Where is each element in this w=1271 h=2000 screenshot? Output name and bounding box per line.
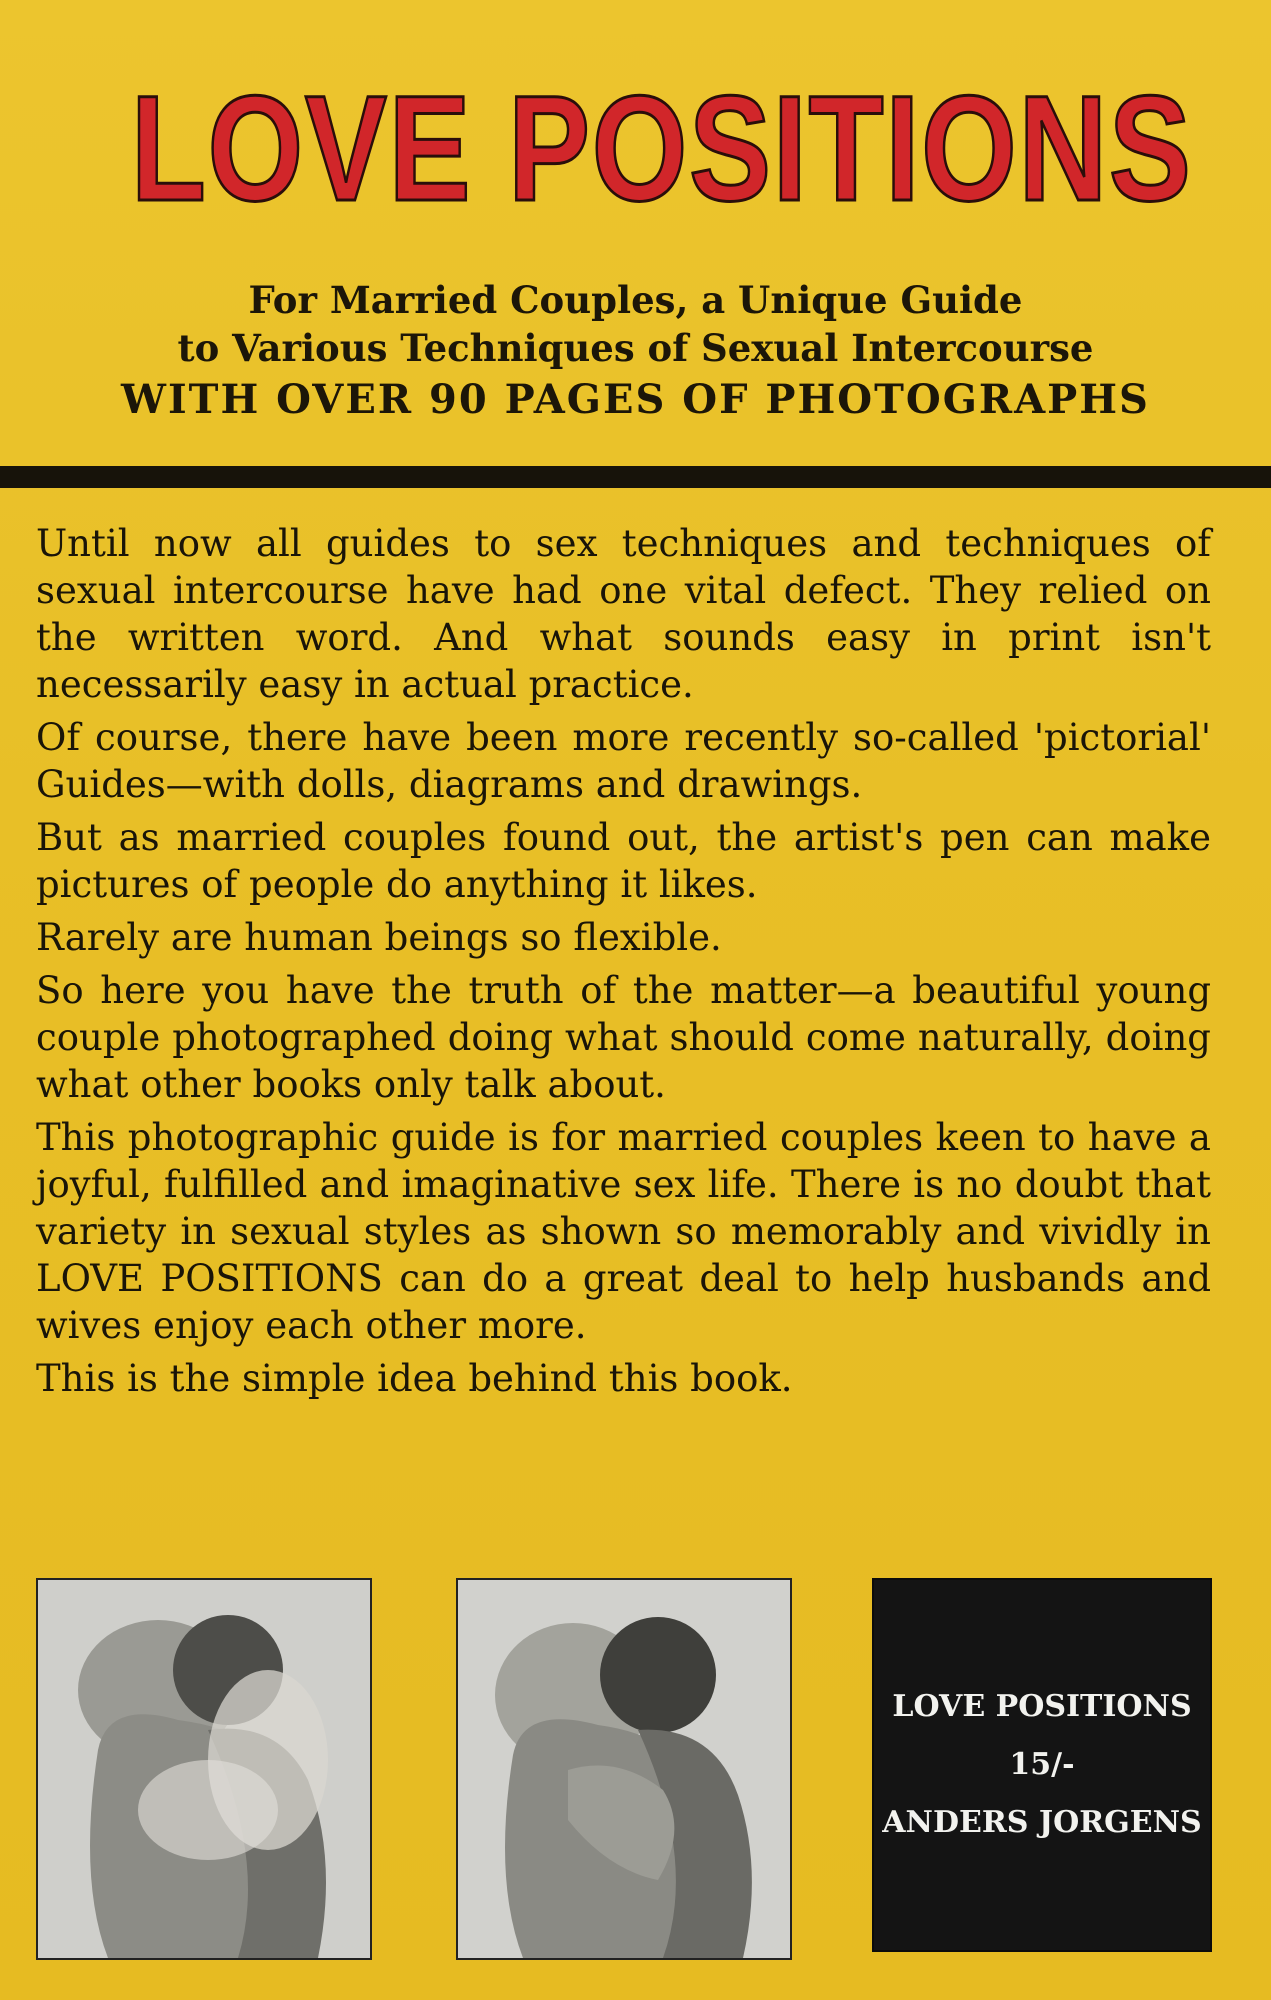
horizontal-divider [0, 466, 1271, 488]
subtitle-line-3: WITH OVER 90 PAGES OF PHOTOGRAPHS [121, 376, 1150, 423]
blurb-paragraph-2: Of course, there have been more recently so-called 'pictorial' Guides—with dolls, diagrams and drawings. [36, 716, 1211, 806]
price-box-title: LOVE POSITIONS [892, 1689, 1192, 1724]
price-box-price: 15/- [1009, 1747, 1075, 1782]
price-box-author: ANDERS JORGENS [882, 1805, 1202, 1840]
photo-couple-embrace-2-image [458, 1580, 790, 1958]
blurb-paragraph-1: Until now all guides to sex techniques and techniques of sexual intercourse have had one vital defect. They relied on the written word. And what sounds easy in print isn't necessarily easy in actual practice. [36, 522, 1211, 706]
price-box [872, 1578, 1212, 1952]
photo-couple-embrace-1 [36, 1578, 372, 1960]
blurb-paragraph-3: But as married couples found out, the artist's pen can make pictures of people do anything it likes. [36, 816, 1211, 906]
blurb-paragraph-7: This is the simple idea behind this book. [36, 1357, 793, 1400]
cover-title: LOVE POSITIONS [130, 64, 1193, 232]
blurb-text [36, 520, 1211, 1408]
subtitle-line-1: For Married Couples, a Unique Guide [248, 278, 1023, 322]
subtitle-line-2: to Various Techniques of Sexual Intercourse [177, 326, 1094, 370]
blurb-paragraph-6: This photographic guide is for married couples keen to have a joyful, fulfilled and imaginative sex life. There is no doubt that variety in sexual styles as shown so memorably and vividly in LOVE POSITIONS can do a great deal to help husbands and wives enjoy each other more. [36, 1116, 1211, 1347]
blurb-paragraph-5: So here you have the truth of the matter—a beautiful young couple photographed doing what should come naturally, doing what other books only talk about. [36, 969, 1211, 1106]
blurb-paragraph-4: Rarely are human beings so flexible. [36, 916, 722, 959]
photo-couple-embrace-2 [456, 1578, 792, 1960]
photo-couple-embrace-1-image [38, 1580, 370, 1958]
